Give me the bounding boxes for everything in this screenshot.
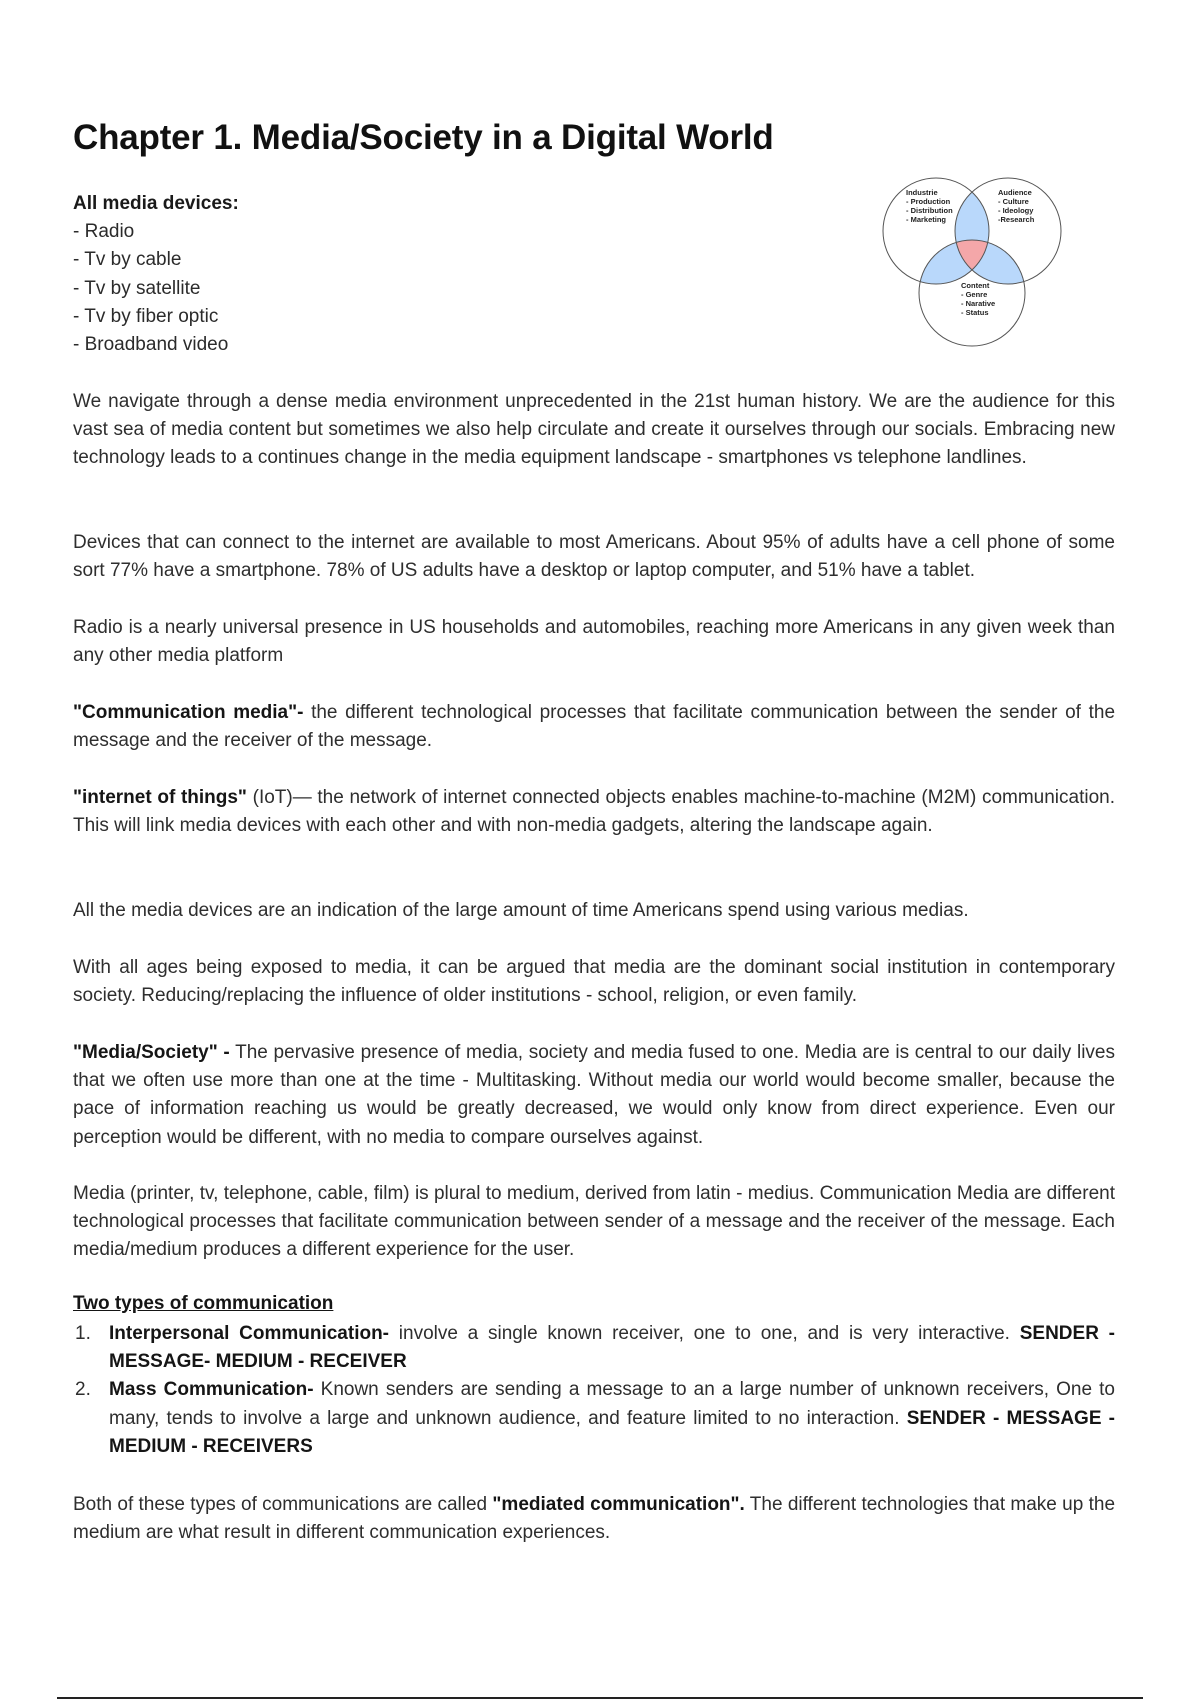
- venn-audience-title: Audience: [998, 188, 1032, 197]
- definition-interpersonal: involve a single known receiver, one to one, and is very interactive.: [389, 1323, 1020, 1344]
- paragraph-internet-of-things: [73, 784, 1115, 840]
- list-number: 1.: [75, 1323, 91, 1344]
- device-item: - Broadband video: [73, 334, 229, 356]
- media-devices-list: [73, 190, 239, 359]
- venn-industry-item: - Production: [906, 197, 951, 206]
- venn-industry-title: Industrie: [906, 188, 938, 197]
- term-internet-of-things: "internet of things": [73, 787, 247, 808]
- definition-mass: Known senders are sending a message to an a large number of unknown receivers, One to many, tends to involve a large and unknown audience, and feature limited to no interaction.: [109, 1379, 1115, 1429]
- types-heading: Two types of communication: [73, 1293, 334, 1314]
- paragraph-device-stats: Devices that can connect to the internet are available to most Americans. About 95% of adults have a cell phone of some sort 77% have a smartphone. 78% of US adults have a desktop or laptop computer, and 51% have a tablet.: [73, 532, 1115, 582]
- device-item: - Tv by cable: [73, 249, 182, 271]
- list-item: [73, 1376, 1115, 1461]
- paragraph-mediated-communication: [73, 1491, 1115, 1547]
- mediated-lead: Both of these types of communications are called: [73, 1494, 493, 1515]
- definition-communication-media: the different technological processes that facilitate communication between the sender of the message and the receiver of the message.: [73, 702, 1116, 752]
- page-title: Chapter 1. Media/Society in a Digital World: [73, 118, 774, 157]
- devices-heading: All media devices:: [73, 193, 239, 214]
- venn-audience-item: - Culture: [998, 197, 1029, 206]
- device-item: - Tv by fiber optic: [73, 305, 219, 327]
- venn-content-item: - Status: [961, 308, 989, 317]
- definition-media-society: The pervasive presence of media, society and media fused to one. Media are is central to our daily lives that we often use more than one at the time - Multitasking. Without media our world would become smaller, because the pace of information reaching us would be greatly decreased, we would only know from direct experience. Even our perception would be different, with no media to compare ourselves against.: [73, 1042, 1115, 1148]
- paragraph-social-institution: With all ages being exposed to media, it can be argued that media are the dominant social institution in contemporary society. Reducing/replacing the influence of older institutions - school, religion, or even family.: [73, 957, 1115, 1007]
- paragraph-media-medium: Media (printer, tv, telephone, cable, film) is plural to medium, derived from latin - medius. Communication Media are different technological processes that facilitate communication between sender of a message and the receiver of the message. Each media/medium produces a different experience for the user.: [73, 1183, 1115, 1261]
- definition-mediated-communication: The different technologies that make up the medium are what result in different communication experiences.: [73, 1494, 1116, 1544]
- term-mediated-communication: "mediated communication".: [492, 1494, 745, 1515]
- device-item: - Radio: [73, 221, 135, 243]
- model-interpersonal: SENDER - MESSAGE- MEDIUM - RECEIVER: [109, 1323, 1116, 1373]
- footer-rule: [57, 1697, 1143, 1699]
- communication-types-list: [73, 1320, 1115, 1461]
- term-mass: Mass Communication-: [109, 1379, 314, 1401]
- term-interpersonal: Interpersonal Communication-: [109, 1323, 390, 1344]
- paragraph-time-spent: All the media devices are an indication of the large amount of time Americans spend using various medias.: [73, 900, 969, 921]
- venn-content-item: - Narative: [961, 299, 996, 308]
- paragraph-radio: Radio is a nearly universal presence in US households and automobiles, reaching more Americans in any given week than any other media platform: [73, 617, 1115, 667]
- venn-content-title: Content: [961, 281, 990, 290]
- term-media-society: "Media/Society" -: [73, 1042, 230, 1063]
- definition-internet-of-things: (IoT)— the network of internet connected objects enables machine-to-machine (M2M) communication. This will link media devices with each other and with non-media gadgets, altering the landscape again.: [73, 787, 1116, 837]
- paragraph-media-society: [73, 1039, 1115, 1152]
- term-communication-media: "Communication media"-: [73, 702, 304, 723]
- venn-diagram: [878, 175, 1100, 357]
- venn-industry-item: - Distribution: [906, 206, 953, 215]
- model-mass: SENDER - MESSAGE - MEDIUM - RECEIVERS: [109, 1407, 1115, 1457]
- venn-audience-item: -Research: [998, 215, 1035, 224]
- device-item: - Tv by satellite: [73, 277, 201, 299]
- venn-audience-item: - Ideology: [998, 206, 1034, 215]
- venn-content-item: - Genre: [961, 290, 988, 299]
- paragraph-communication-media: [73, 699, 1115, 755]
- paragraph-media-environment: We navigate through a dense media environment unprecedented in the 21st human history. We are the audience for this vast sea of media content but sometimes we also help circulate and create it ourselves through our socials. Embracing new technology leads to a continues change in the media equipment landscape - smartphones vs telephone landlines.: [73, 391, 1115, 469]
- list-item: [73, 1320, 1115, 1376]
- venn-industry-item: - Marketing: [906, 215, 947, 224]
- list-number: 2.: [75, 1379, 91, 1401]
